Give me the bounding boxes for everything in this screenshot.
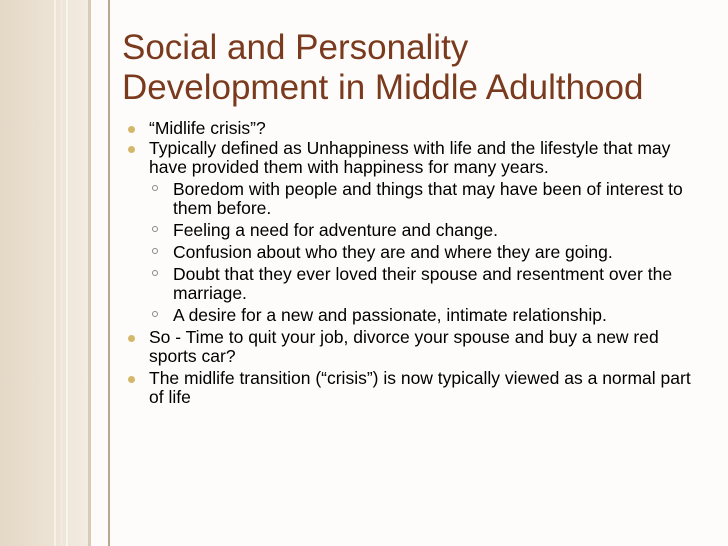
slide-title xyxy=(122,28,712,108)
bullet-dot-icon xyxy=(128,146,135,153)
sub-bullet-text: Doubt that they ever loved their spouse and resentment over the marriage. xyxy=(173,264,673,303)
decorative-band-edge xyxy=(88,0,91,546)
slide-title-line-1: Social and Personality xyxy=(122,28,469,67)
decorative-stripe xyxy=(60,0,63,546)
decorative-stripe xyxy=(66,0,68,546)
bullet-dot-icon xyxy=(128,376,135,383)
bullet-item xyxy=(128,328,708,366)
bullet-dot-icon xyxy=(128,335,135,342)
slide-body xyxy=(128,119,708,408)
sub-bullet-text: Feeling a need for adventure and change. xyxy=(173,220,498,240)
sub-bullet-ring-icon xyxy=(152,311,158,317)
sub-bullet-item xyxy=(128,306,708,325)
slide-title-line-2: Development in Middle Adulthood xyxy=(122,68,644,107)
vertical-rule xyxy=(108,0,110,546)
bullet-text: Typically defined as Unhappiness with life and the lifestyle that may have provided them with happiness for many years. xyxy=(149,138,671,177)
bullet-text: “Midlife crisis”? xyxy=(149,118,266,138)
bullet-item xyxy=(128,119,708,138)
sub-bullet-text: A desire for a new and passionate, intimate relationship. xyxy=(173,305,607,325)
sub-bullet-item xyxy=(128,265,708,303)
sub-bullet-text: Confusion about who they are and where they are going. xyxy=(173,242,613,262)
bullet-item xyxy=(128,369,708,407)
bullet-text: The midlife transition (“crisis”) is now typically viewed as a normal part of life xyxy=(149,368,691,407)
sub-bullet-ring-icon xyxy=(152,226,158,232)
decorative-stripe xyxy=(54,0,56,546)
sub-bullet-item xyxy=(128,221,708,240)
sub-bullet-item xyxy=(128,180,708,218)
bullet-item xyxy=(128,139,708,177)
sub-bullet-ring-icon xyxy=(152,185,158,191)
sub-bullet-item xyxy=(128,243,708,262)
decorative-side-band xyxy=(0,0,88,546)
sub-bullet-ring-icon xyxy=(152,248,158,254)
sub-bullet-ring-icon xyxy=(152,270,158,276)
bullet-dot-icon xyxy=(128,126,135,133)
sub-bullet-text: Boredom with people and things that may have been of interest to them before. xyxy=(173,179,683,218)
bullet-text: So - Time to quit your job, divorce your spouse and buy a new red sports car? xyxy=(149,327,659,366)
